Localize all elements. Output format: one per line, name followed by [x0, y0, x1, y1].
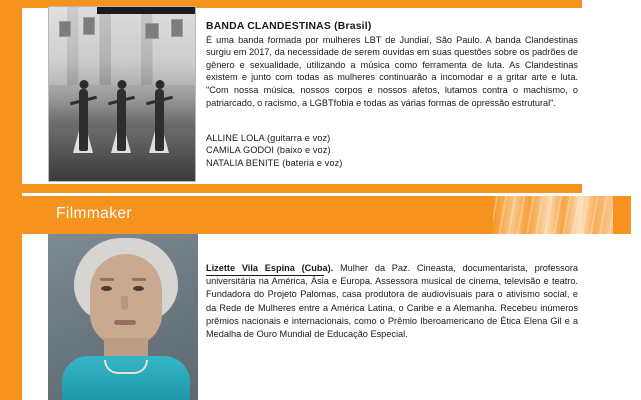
- right-margin: [631, 0, 641, 400]
- photo-window: [171, 19, 183, 37]
- banda-clandestinas-photo: [48, 6, 196, 182]
- portrait-brow: [132, 278, 146, 281]
- lizette-bio: Mulher da Paz. Cineasta, documentarista, professora universitária na América, Ásia e Europa. Assessora musical de cinema, televisão e teatro. Fundadora do Projeto Palomas, casa produtora de audiovisuais para o ativismo social, e da Rede de Mulheres entre a América Latina, o Caribe e a Alemanha. Recebeu inúmeros prêmios nacionais e internacionais, como o Prêmio Iberoamericano de Ética Elena Gil e a Medalha de Ouro Mundial de Educação Especial.: [206, 263, 578, 340]
- portrait-eye: [133, 286, 144, 291]
- portrait-nose: [121, 296, 128, 310]
- photo-window: [59, 21, 71, 37]
- photo-figure: [117, 89, 126, 151]
- section-banda-clandestinas: [0, 0, 641, 196]
- section-lizette-vila-espina: [0, 234, 641, 400]
- photo-figure: [79, 89, 88, 151]
- banda-members-list: [206, 132, 578, 169]
- photo-figure: [155, 89, 164, 151]
- list-item: ALLINE LOLA (guitarra e voz): [206, 133, 331, 143]
- section1-bottom-divider: [22, 184, 582, 193]
- filmmaker-section-header: [0, 196, 641, 234]
- lizette-vila-espina-portrait: [48, 234, 198, 400]
- photo-window: [83, 17, 95, 35]
- filmmaker-heading: Filmmaker: [56, 205, 132, 222]
- portrait-eye: [101, 286, 112, 291]
- photo-window: [145, 23, 159, 39]
- lizette-text: [206, 262, 578, 341]
- list-item: CAMILA GODOI (baixo e voz): [206, 145, 331, 156]
- list-item: NATALIA BENITE (bateria e voz): [206, 157, 343, 168]
- lizette-name-underline: [206, 275, 324, 276]
- lizette-name: Lizette Vila Espina (Cuba).: [206, 263, 334, 273]
- banda-clandestinas-text: [206, 20, 578, 109]
- photo-top-crop-band: [97, 7, 196, 14]
- left-orange-rail: [0, 0, 22, 400]
- banda-clandestinas-title: BANDA CLANDESTINAS (Brasil): [206, 21, 372, 32]
- brush-stroke-decoration: [493, 196, 613, 234]
- portrait-mouth: [114, 320, 136, 325]
- portrait-brow: [100, 278, 114, 281]
- banda-clandestinas-bio: É uma banda formada por mulheres LBT de Jundiaí, São Paulo. A banda Clandestinas surgiu em 2017, da necessidade de serem ouvidas em suas questões sobre os padrões de gênero e sexualidade, utilizando a música como ferramenta de luta. As Clandestinas existem e junto com todas as mulheres continuarão a incomodar e a gritar arte e luta. "Com nossa música, nossos corpos e nossos afetos, lutamos contra o machismo, o patriarcado, o racismo, a LGBTfobia e todas as várias formas de opressão estrutural".: [206, 34, 578, 108]
